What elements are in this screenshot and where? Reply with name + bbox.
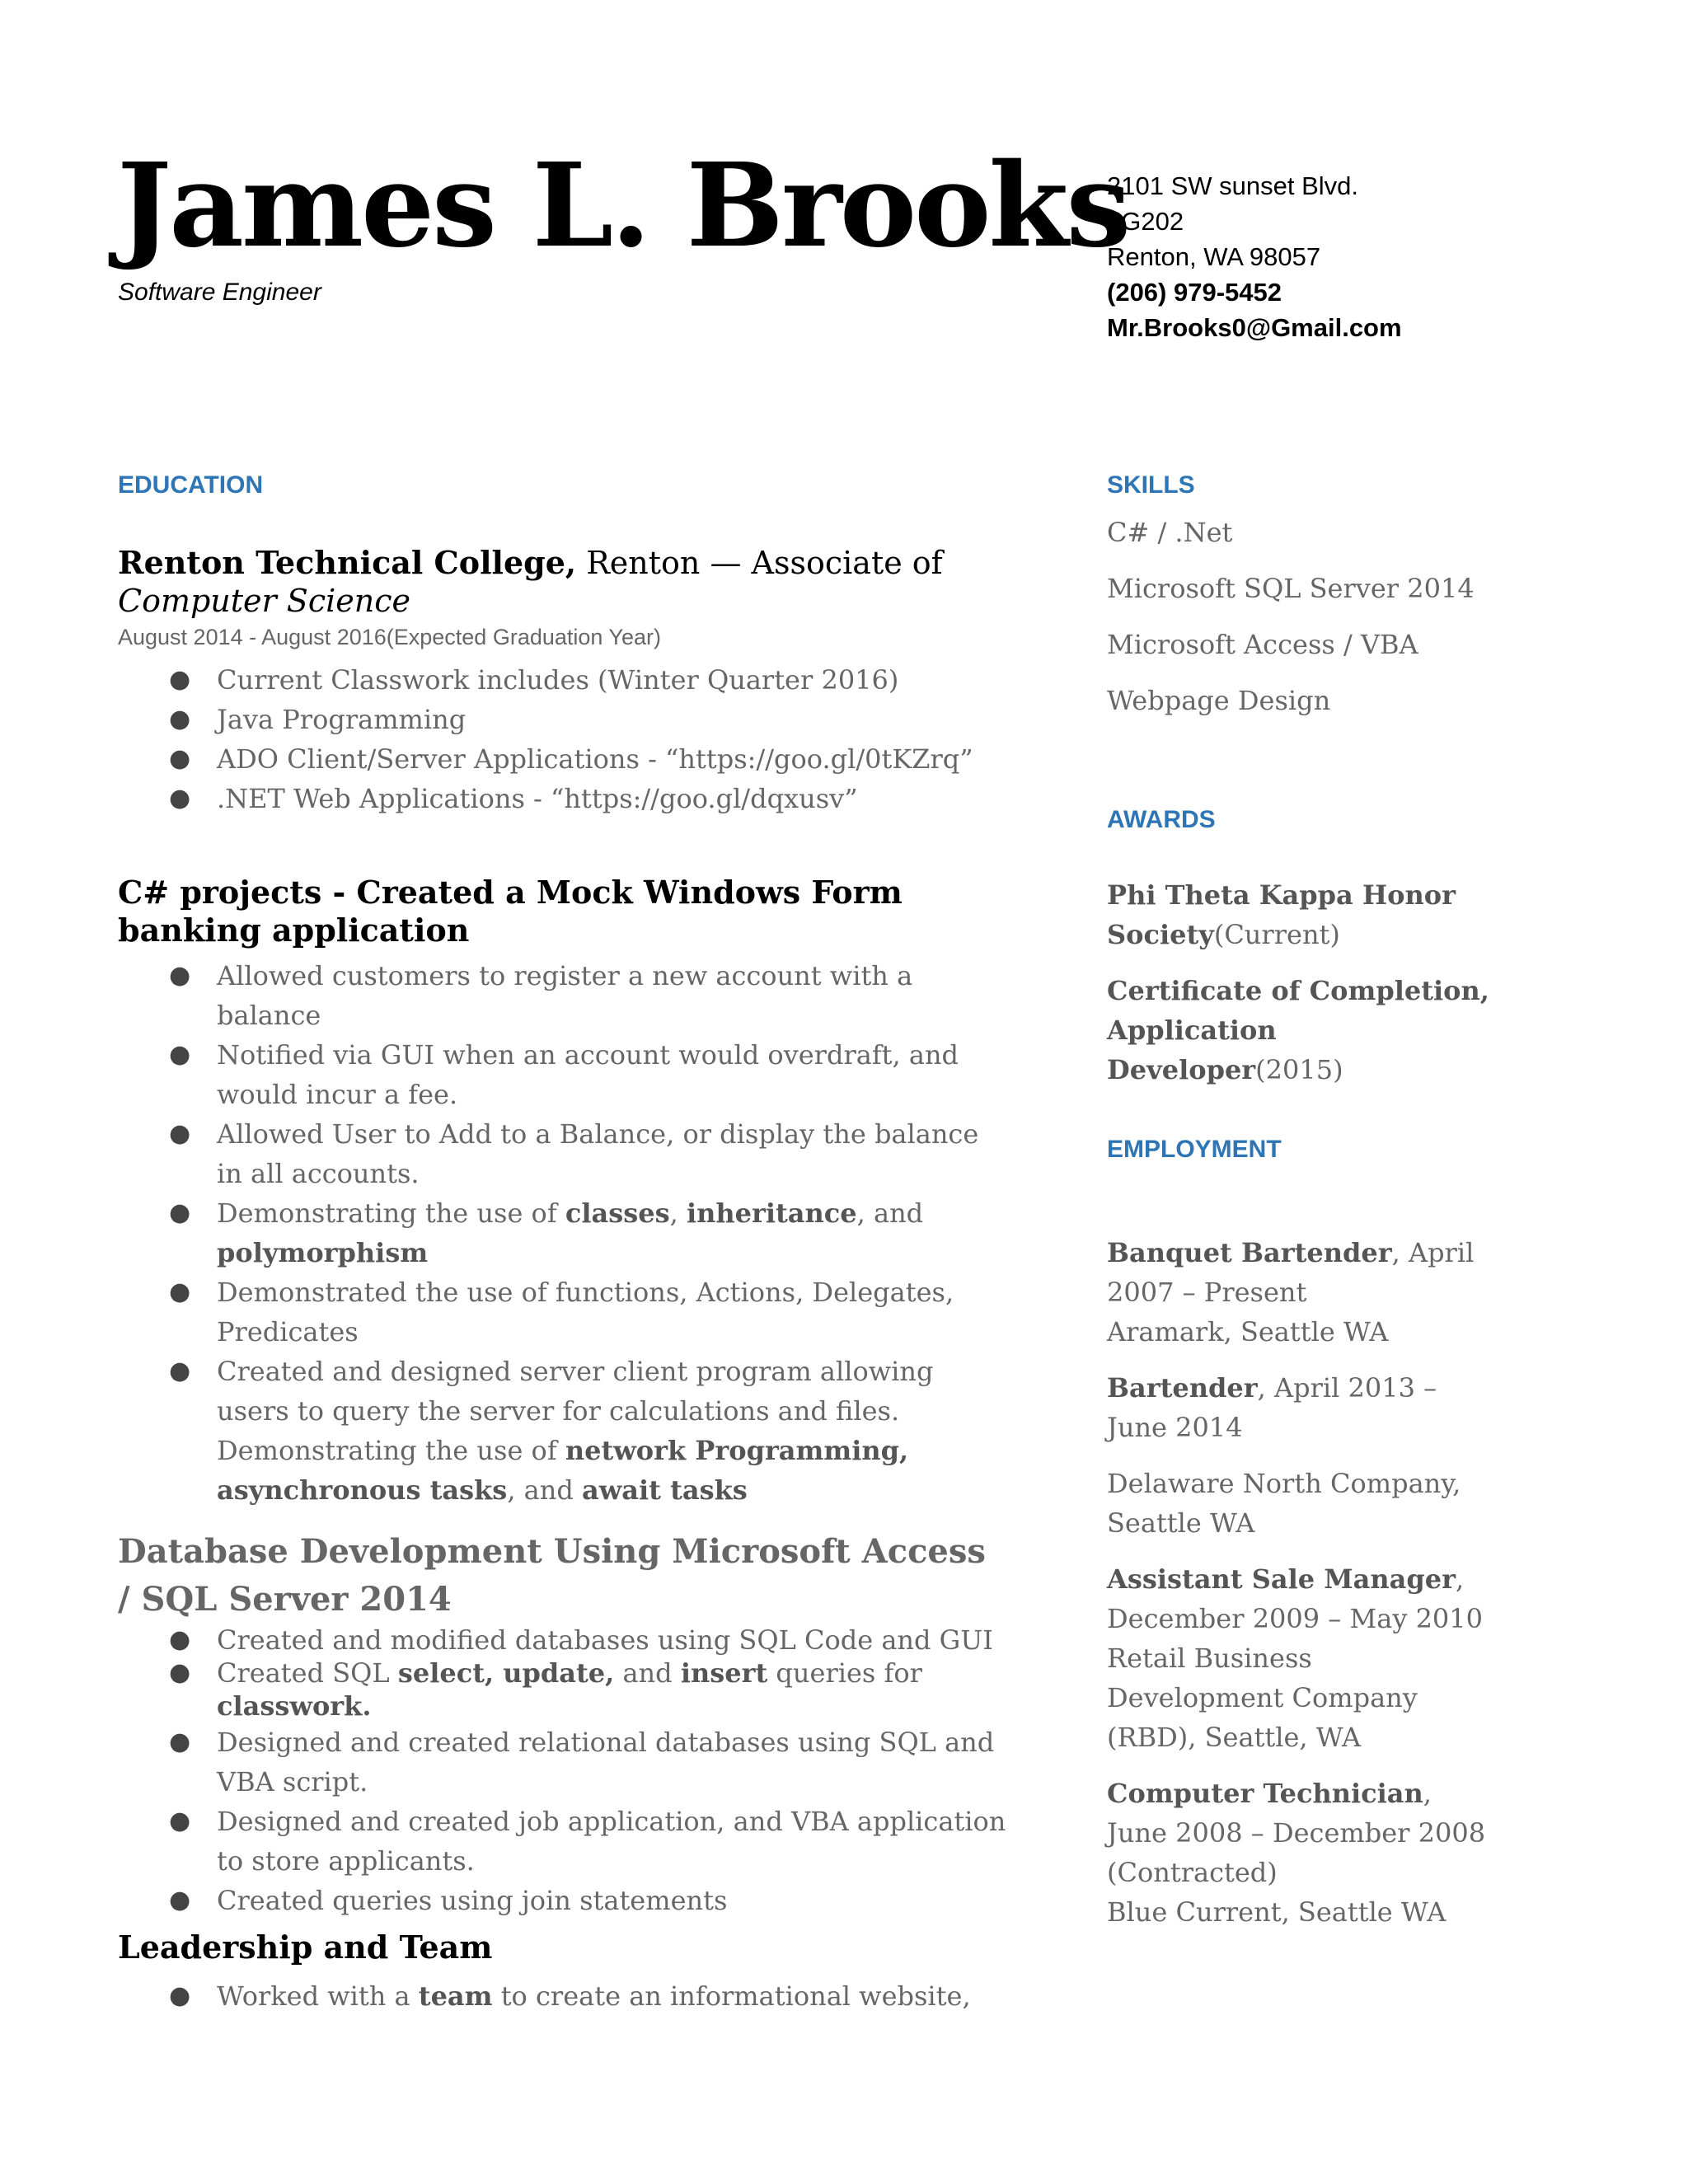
list-item-text: Created queries using join statements [217,1885,728,1916]
separator: , [669,1197,687,1229]
list-item [118,1352,1008,1510]
job-employer-location: (RBD), Seattle, WA [1107,1722,1362,1753]
bullet-icon: ● [169,784,191,813]
keyword: classes [565,1197,670,1229]
list-item-text: Created SQL [217,1657,398,1689]
job-dates: , June 2008 – December 2008 (Contracted) [1107,1778,1486,1888]
job-entry [1107,1368,1494,1447]
leadership-list [118,1976,1008,2016]
list-item [118,1035,1008,1114]
database-list-continued [118,1722,1008,1920]
database-heading: Database Development Using Microsoft Access / SQL Server 2014 [118,1532,986,1619]
leadership-heading: Leadership and Team [118,1929,493,1966]
education-title [118,544,1008,620]
separator: queries for [767,1657,922,1689]
job-title: Assistant Sale Manager [1107,1563,1456,1595]
email-address: Mr.Brooks0@Gmail.com [1107,313,1402,342]
applicant-name: James L. Brooks [117,138,1129,274]
contact-block [1107,168,1402,345]
award-name: Phi Theta Kappa Honor Society [1107,879,1456,950]
awards-list [1107,875,1494,1106]
education-section [118,544,1008,818]
list-item-text: Demonstrated the use of functions, Actions, Delegates, Predicates [217,1277,954,1347]
list-item-text: Allowed User to Add to a Balance, or display the balance in all accounts. [217,1118,979,1189]
bullet-icon: ● [169,705,191,733]
bullet-icon: ● [169,1198,191,1227]
award-item [1107,875,1494,954]
separator: and [614,1657,681,1689]
list-item-text: Demonstrating the use of [217,1197,565,1229]
education-list [118,660,1008,818]
bullet-icon: ● [169,1658,191,1687]
skill-item: Webpage Design [1107,685,1331,716]
job-title: Software Engineer [118,279,321,306]
bullet-icon: ● [169,961,191,990]
csharp-list [118,956,1008,1510]
bullet-icon: ● [169,744,191,773]
keyword: classwork. [217,1690,372,1722]
bullet-icon: ● [169,1807,191,1835]
keyword: team [418,1980,493,2012]
award-detail: (Current) [1213,919,1340,950]
skills-list [1107,513,1494,737]
phone-number: (206) 979-5452 [1107,278,1282,307]
award-detail: (2015) [1255,1054,1343,1085]
address-line-1: 2101 SW sunset Blvd. [1107,171,1358,200]
skill-item: Microsoft Access / VBA [1107,629,1418,660]
job-dates: , December 2009 – May 2010 [1107,1563,1483,1634]
degree-field: Computer Science [118,583,410,619]
job-entry [1107,1559,1494,1757]
employment-list [1107,1233,1494,1948]
school-name: Renton Technical College, [118,544,577,581]
job-employer: Retail Business Development Company [1107,1643,1418,1713]
job-employer: Delaware North Company, Seattle WA [1107,1468,1461,1539]
address-line-2: #G202 [1107,207,1184,236]
skill-item: C# / .Net [1107,517,1233,548]
list-item-text: Created and modified databases using SQL Code and GUI [217,1624,993,1656]
skills-heading: SKILLS [1107,471,1195,499]
job-title: Banquet Bartender [1107,1237,1392,1268]
skill-item: Microsoft SQL Server 2014 [1107,573,1475,604]
list-item-text: Notified via GUI when an account would overdraft, and would incur a fee. [217,1039,959,1110]
list-item-text: Designed and created relational databases using SQL and VBA script. [217,1727,995,1797]
list-item [118,956,1008,1035]
job-employer: Aramark, Seattle WA [1107,1316,1389,1347]
job-title: Bartender [1107,1372,1258,1404]
keyword: inheritance [686,1197,857,1229]
award-name: Certificate of Completion, Application Developer [1107,975,1489,1085]
database-section [118,1528,1008,1920]
bullet-icon: ● [169,1119,191,1148]
list-item [118,660,1008,700]
bullet-icon: ● [169,1981,191,2010]
school-location-degree: Renton — Associate of [576,545,943,581]
bullet-icon: ● [169,1040,191,1069]
separator: , and [856,1197,924,1229]
list-item-text: Current Classwork includes (Winter Quarter 2016) [217,664,899,696]
keyword: select, update, [397,1657,615,1689]
education-heading: EDUCATION [118,471,264,499]
job-entry [1107,1774,1494,1932]
job-employer: Blue Current, Seattle WA [1107,1896,1447,1928]
separator: , and [507,1474,582,1506]
list-item-text: Created and designed server client program allowing users to query the server for calculations and files. Demonstrating the use of [217,1356,934,1466]
list-item [118,1881,1008,1920]
awards-heading: AWARDS [1107,806,1216,833]
list-item [118,1657,1008,1722]
list-item-text: Java Programming [217,704,467,735]
list-item [118,739,1008,779]
job-title: Computer Technician [1107,1778,1423,1809]
list-item [118,1624,1008,1657]
job-dates: , April 2007 – Present [1107,1237,1475,1308]
keyword: network Programming, asynchronous tasks [217,1435,909,1506]
bullet-icon: ● [169,1625,191,1654]
keyword: polymorphism [217,1237,429,1268]
bullet-icon: ● [169,1886,191,1915]
list-item-text: ADO Client/Server Applications - “https://goo.gl/0tKZrq” [217,743,973,775]
bullet-icon: ● [169,1277,191,1306]
list-item-text: Worked with a [217,1980,419,2012]
list-item-text: to create an informational website, [492,1980,971,2012]
list-item [118,779,1008,818]
job-entry [1107,1233,1494,1352]
list-item-text: Designed and created job application, and VBA application to store applicants. [217,1806,1006,1877]
address-line-3: Renton, WA 98057 [1107,242,1321,271]
list-item [118,700,1008,739]
list-item-text: .NET Web Applications - “https://goo.gl/dqxusv” [217,783,858,814]
job-dates: , April 2013 – June 2014 [1107,1372,1437,1443]
employment-heading: EMPLOYMENT [1107,1136,1282,1163]
list-item [118,1976,1008,2016]
education-dates: August 2014 - August 2016(Expected Graduation Year) [118,625,661,649]
award-item [1107,971,1494,1090]
csharp-heading: C# projects - Created a Mock Windows Form banking application [118,874,903,949]
database-list [118,1624,1008,1722]
list-item [118,1114,1008,1193]
leadership-section [118,1929,1008,2016]
keyword: insert [680,1657,768,1689]
list-item [118,1722,1008,1802]
list-item [118,1802,1008,1881]
list-item [118,1272,1008,1352]
bullet-icon: ● [169,1727,191,1756]
keyword: await tasks [582,1474,748,1506]
list-item [118,1193,1008,1272]
csharp-section [118,874,1008,1510]
list-item-text: Allowed customers to register a new account with a balance [217,960,913,1031]
bullet-icon: ● [169,1357,191,1385]
bullet-icon: ● [169,665,191,694]
